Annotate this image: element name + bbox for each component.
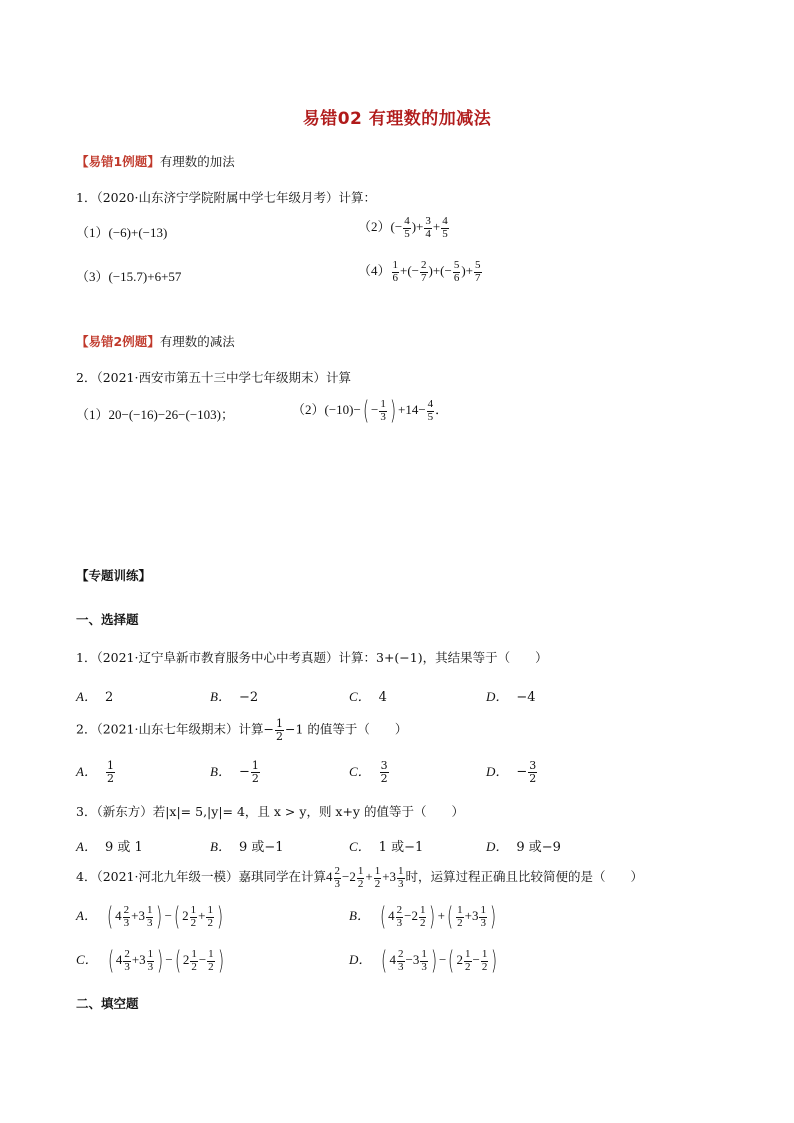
page-title: 易错02 有理数的加减法 [302, 109, 492, 129]
question-1: 1．（2020·山东济宁学院附属中学七年级月考）计算： [76, 190, 376, 205]
option-c: C． ( 4 $\frac{2}{3}$ +3 $\frac{1}{3}$ ) −( 2 $\frac{1}{2}$ − $\frac{1}{2}$ ) [76, 946, 224, 976]
section-name: 有理数的加法 [159, 154, 235, 169]
section-choice: 一、选择题 [76, 612, 139, 627]
ex2-part-1: （1）20−(−16)−26−(−103)； [76, 407, 234, 422]
option-c: C． $\frac{3}{2}$ [349, 759, 388, 785]
section-fill-blank: 二、填空题 [76, 996, 139, 1011]
option-a: A． ( 4 $\frac{2}{3}$ +3 $\frac{1}{3}$ ) −( 2 $\frac{1}{2}$ + $\frac{1}{2}$ ) [76, 902, 224, 932]
section-header-ex1 [76, 152, 235, 170]
ex1-part-4: （4） $\frac{1}{6}$ +(− $\frac{2}{7}$ )+(− $\frac{5}{6}$ )+ $\frac{5}{7}$ [358, 259, 481, 284]
ex1-part-1: （1）(−6)+(−13) [76, 225, 168, 240]
option-b: B． −2 [210, 689, 259, 705]
section-header-ex2 [76, 332, 235, 350]
training-question-4: 4．（2021·河北九年级一模）嘉琪同学在计算4 $\frac{2}{3}$ −2 $\frac{1}{2}$ + $\frac{1}{2}$ +3 $\frac{1}{3}$ 时，运算过程正确且比较简便的是（ ） [76, 865, 644, 890]
training-question-1: 1．（2021·辽宁阜新市教育服务中心中考真题）计算：3+(−1)，其结果等于（ ） [76, 650, 548, 665]
option-a: A． 9 或 1 [76, 839, 143, 855]
option-a: A． $\frac{1}{2}$ [76, 759, 114, 785]
option-b: B． ( 4 $\frac{2}{3}$ −2 $\frac{1}{2}$ ) +( $\frac{1}{2}$ +3 $\frac{1}{3}$ ) [349, 902, 497, 932]
option-a: A． 2 [76, 689, 114, 705]
option-d: D． 9 或−9 [486, 839, 561, 855]
section-bracket: 【易错1例题】 [76, 154, 160, 169]
section-name: 有理数的减法 [159, 334, 235, 349]
section-bracket: 【易错2例题】 [76, 334, 160, 349]
ex1-part-3: （3）(−15.7)+6+57 [76, 269, 182, 284]
option-c: C． 4 [349, 689, 387, 705]
question-2: 2．（2021·西安市第五十三中学七年级期末）计算 [76, 370, 351, 385]
option-b: B． 9 或−1 [210, 839, 284, 855]
option-b: B． − $\frac{1}{2}$ [210, 759, 259, 785]
ex2-part-2: （2）(−10)−( − $\frac{1}{3}$ ) +14− $\frac{4}{5}$ ． [292, 396, 449, 426]
option-d: D． −4 [486, 689, 536, 705]
option-c: C． 1 或−1 [349, 839, 424, 855]
training-question-3: 3．（新东方）若|x|= 5,|y|= 4，且 x > y，则 x+y 的值等于（ ） [76, 804, 464, 819]
option-d: D． − $\frac{3}{2}$ [486, 759, 537, 785]
training-question-2: 2．（2021·山东七年级期末）计算− $\frac{1}{2}$ −1 的值等于（ ） [76, 717, 408, 743]
training-header: 【专题训练】 [76, 568, 152, 583]
ex1-part-2: （2）(− $\frac{4}{5}$ )+ $\frac{3}{4}$ + $\frac{4}{5}$ [358, 215, 448, 240]
option-d: D． ( 4 $\frac{2}{3}$ −3 $\frac{1}{3}$ ) −( 2 $\frac{1}{2}$ − $\frac{1}{2}$ ) [349, 946, 498, 976]
